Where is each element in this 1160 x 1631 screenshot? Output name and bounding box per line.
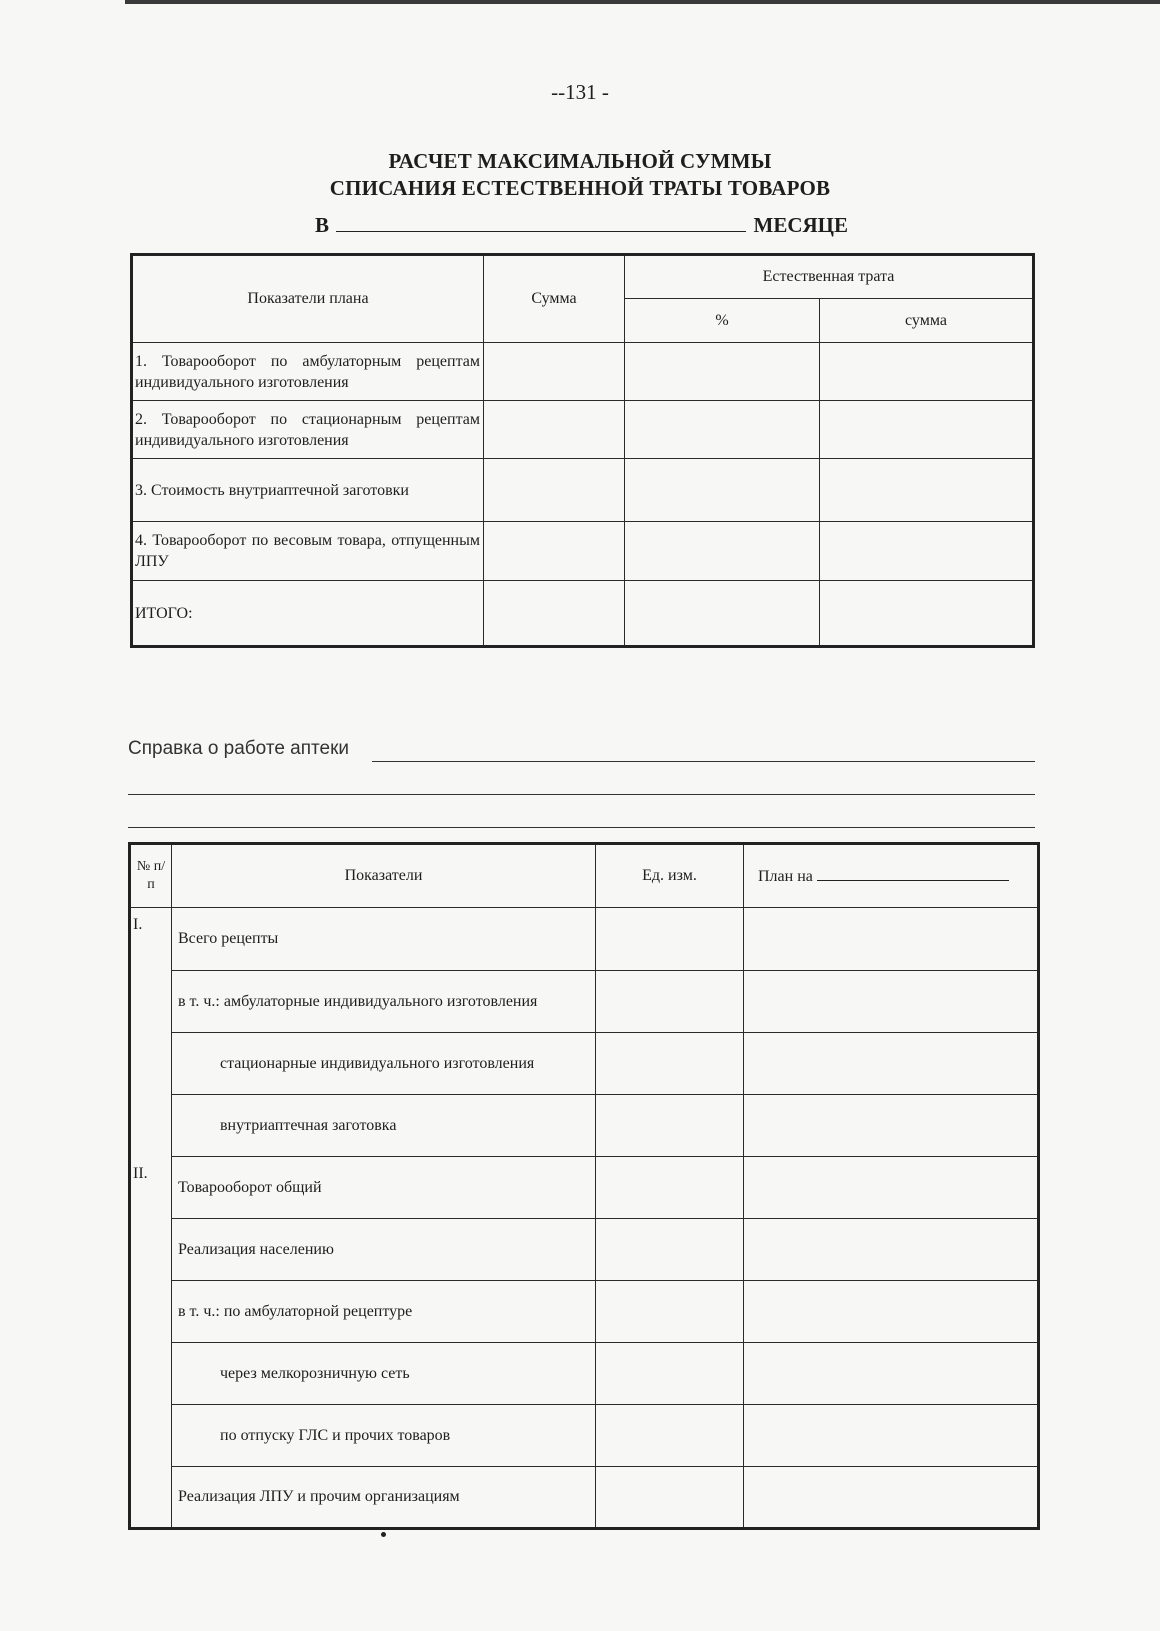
percent-cell[interactable] bbox=[625, 522, 820, 581]
table-row bbox=[130, 1281, 1039, 1343]
header-indicators: Показатели bbox=[172, 844, 596, 908]
plan-cell[interactable] bbox=[744, 971, 1039, 1033]
loss-sum-cell[interactable] bbox=[820, 401, 1034, 459]
sum-cell[interactable] bbox=[484, 401, 625, 459]
row-number bbox=[130, 1095, 172, 1157]
unit-cell[interactable] bbox=[596, 1219, 744, 1281]
document-title-line-2: СПИСАНИЯ ЕСТЕСТВЕННОЙ ТРАТЫ ТОВАРОВ bbox=[329, 176, 831, 200]
row-number bbox=[130, 1033, 172, 1095]
plan-cell[interactable] bbox=[744, 1405, 1039, 1467]
page-number: --131 - bbox=[551, 80, 609, 104]
row-number bbox=[130, 1467, 172, 1529]
header-plan-indicators: Показатели плана bbox=[132, 255, 484, 343]
sum-cell[interactable] bbox=[484, 522, 625, 581]
header-plan-label: План на bbox=[758, 868, 813, 885]
loss-sum-cell[interactable] bbox=[820, 522, 1034, 581]
month-blank-field[interactable] bbox=[336, 213, 746, 232]
natural-loss-table bbox=[130, 253, 1035, 648]
header-plan bbox=[744, 844, 1039, 908]
plan-cell[interactable] bbox=[744, 1157, 1039, 1219]
row-number bbox=[130, 1219, 172, 1281]
unit-cell[interactable] bbox=[596, 1157, 744, 1219]
row-label: Реализация ЛПУ и прочим организациям bbox=[172, 1467, 596, 1529]
month-suffix: МЕСЯЦЕ bbox=[753, 213, 849, 237]
plan-cell[interactable] bbox=[744, 1219, 1039, 1281]
row-number: I. bbox=[130, 908, 172, 971]
row-label: 4. Товарооборот по весовым товара, отпущенным ЛПУ bbox=[132, 522, 484, 581]
row-number bbox=[130, 1281, 172, 1343]
plan-cell[interactable] bbox=[744, 1033, 1039, 1095]
sum-cell[interactable] bbox=[484, 343, 625, 401]
percent-cell[interactable] bbox=[625, 581, 820, 647]
row-label: через мелкорозничную сеть bbox=[172, 1343, 596, 1405]
row-label: по отпуску ГЛС и прочих товаров bbox=[172, 1405, 596, 1467]
row-label: в т. ч.: амбулаторные индивидуального изготовления bbox=[172, 971, 596, 1033]
table-row bbox=[130, 1405, 1039, 1467]
row-number: II. bbox=[130, 1157, 172, 1219]
unit-cell[interactable] bbox=[596, 1281, 744, 1343]
header-natural-loss: Естественная трата bbox=[625, 255, 1034, 299]
table-row bbox=[130, 1095, 1039, 1157]
plan-period-blank[interactable] bbox=[817, 866, 1009, 881]
percent-cell[interactable] bbox=[625, 401, 820, 459]
table-row bbox=[130, 1157, 1039, 1219]
reference-blank-line[interactable] bbox=[128, 794, 1035, 795]
table-row-total bbox=[132, 581, 1034, 647]
row-label: Товарооборот общий bbox=[172, 1157, 596, 1219]
table-row bbox=[130, 1219, 1039, 1281]
reference-blank-line[interactable] bbox=[128, 827, 1035, 828]
row-label: 2. Товарооборот по стационарным рецептам индивидуального изготовления bbox=[132, 401, 484, 459]
scan-dot-mark bbox=[381, 1532, 386, 1537]
unit-cell[interactable] bbox=[596, 1095, 744, 1157]
pharmacy-reference-label: Справка о работе аптеки bbox=[128, 738, 349, 759]
plan-cell[interactable] bbox=[744, 1281, 1039, 1343]
header-loss-sum: сумма bbox=[820, 299, 1034, 343]
unit-cell[interactable] bbox=[596, 1467, 744, 1529]
row-number bbox=[130, 1343, 172, 1405]
loss-sum-cell[interactable] bbox=[820, 459, 1034, 522]
table-row bbox=[130, 908, 1039, 971]
header-percent: % bbox=[625, 299, 820, 343]
table-row bbox=[132, 401, 1034, 459]
table-row bbox=[130, 971, 1039, 1033]
plan-cell[interactable] bbox=[744, 1467, 1039, 1529]
unit-cell[interactable] bbox=[596, 1033, 744, 1095]
row-label: стационарные индивидуального изготовления bbox=[172, 1033, 596, 1095]
table-row bbox=[132, 459, 1034, 522]
row-label: в т. ч.: по амбулаторной рецептуре bbox=[172, 1281, 596, 1343]
percent-cell[interactable] bbox=[625, 343, 820, 401]
table-row bbox=[130, 1467, 1039, 1529]
table-row bbox=[132, 343, 1034, 401]
header-sum: Сумма bbox=[484, 255, 625, 343]
row-label: внутриаптечная заготовка bbox=[172, 1095, 596, 1157]
header-number: № п/п bbox=[130, 844, 172, 908]
reference-blank-line[interactable] bbox=[372, 761, 1035, 762]
unit-cell[interactable] bbox=[596, 908, 744, 971]
loss-sum-cell[interactable] bbox=[820, 581, 1034, 647]
plan-cell[interactable] bbox=[744, 1343, 1039, 1405]
loss-sum-cell[interactable] bbox=[820, 343, 1034, 401]
row-label: Всего рецепты bbox=[172, 908, 596, 971]
unit-cell[interactable] bbox=[596, 1343, 744, 1405]
row-label: 1. Товарооборот по амбулаторным рецептам индивидуального изготовления bbox=[132, 343, 484, 401]
header-unit: Ед. изм. bbox=[596, 844, 744, 908]
row-number bbox=[130, 971, 172, 1033]
unit-cell[interactable] bbox=[596, 971, 744, 1033]
month-prefix: В bbox=[315, 213, 330, 237]
total-label: ИТОГО: bbox=[132, 581, 484, 647]
month-line bbox=[315, 213, 848, 238]
document-title-line-1: РАСЧЕТ МАКСИМАЛЬНОЙ СУММЫ bbox=[388, 149, 772, 173]
sum-cell[interactable] bbox=[484, 581, 625, 647]
sum-cell[interactable] bbox=[484, 459, 625, 522]
table-row bbox=[130, 1343, 1039, 1405]
plan-cell[interactable] bbox=[744, 908, 1039, 971]
table-row bbox=[132, 522, 1034, 581]
unit-cell[interactable] bbox=[596, 1405, 744, 1467]
row-number bbox=[130, 1405, 172, 1467]
pharmacy-indicators-table bbox=[128, 842, 1040, 1530]
table-row bbox=[130, 1033, 1039, 1095]
row-label: Реализация населению bbox=[172, 1219, 596, 1281]
plan-cell[interactable] bbox=[744, 1095, 1039, 1157]
scan-top-edge bbox=[125, 0, 1160, 4]
row-label: 3. Стоимость внутриаптечной заготовки bbox=[132, 459, 484, 522]
percent-cell[interactable] bbox=[625, 459, 820, 522]
